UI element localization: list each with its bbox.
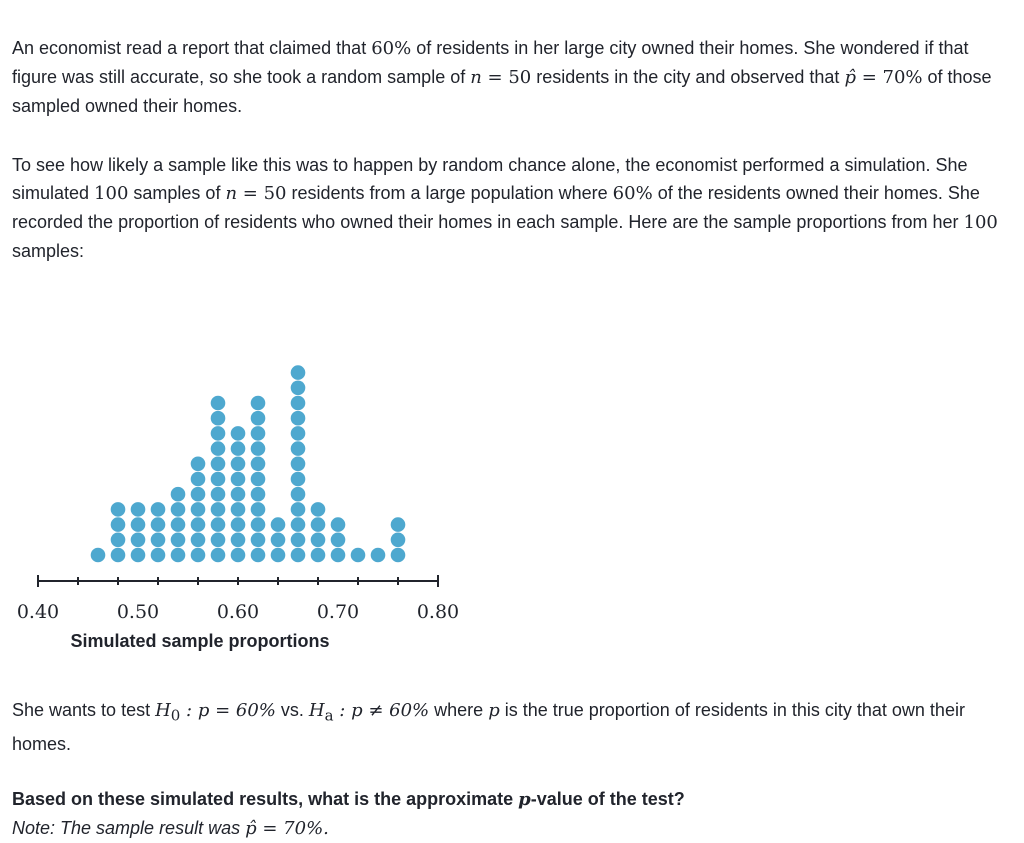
dot-point	[211, 517, 226, 532]
dot-point	[351, 548, 366, 563]
question-text: Based on these simulated results, what is the approximate p-value of the test?	[12, 789, 685, 810]
x-axis-title: Simulated sample proportions	[70, 631, 330, 651]
dot-point	[211, 457, 226, 472]
dot-point	[191, 533, 206, 548]
dot-point	[291, 396, 306, 411]
question-paragraph	[12, 785, 1002, 843]
x-axis-tick-labels	[17, 601, 459, 623]
dot-point	[171, 517, 186, 532]
dot-point	[191, 472, 206, 487]
dot-point	[231, 472, 246, 487]
dot-point	[391, 533, 406, 548]
dot-point	[211, 441, 226, 456]
dot-point	[271, 533, 286, 548]
dot-point	[251, 502, 266, 517]
dot-point	[331, 548, 346, 563]
dot-point	[131, 548, 146, 563]
dot-point	[391, 517, 406, 532]
dot-point	[291, 381, 306, 396]
dot-point	[271, 517, 286, 532]
dot-point	[131, 533, 146, 548]
dot-point	[291, 457, 306, 472]
dot-point	[171, 533, 186, 548]
dot-point	[111, 502, 126, 517]
dot-point	[211, 533, 226, 548]
dot-point	[291, 411, 306, 426]
dot-point	[251, 472, 266, 487]
dot-point	[211, 396, 226, 411]
dot-point	[251, 457, 266, 472]
dot-point	[171, 548, 186, 563]
dot-point	[251, 517, 266, 532]
dot-point	[251, 441, 266, 456]
dot-point	[191, 502, 206, 517]
dot-point	[291, 441, 306, 456]
dot-point	[331, 517, 346, 532]
dot-point	[331, 533, 346, 548]
dot-point	[231, 548, 246, 563]
dot-point	[231, 533, 246, 548]
dot-point	[251, 411, 266, 426]
dot-point	[251, 487, 266, 502]
dot-point	[231, 457, 246, 472]
dot-point	[231, 487, 246, 502]
dot-point	[151, 533, 166, 548]
dot-point	[211, 548, 226, 563]
dot-point	[231, 502, 246, 517]
dot-point	[231, 426, 246, 441]
x-axis-tick-label: 0.40	[16, 601, 60, 623]
dot-point	[151, 517, 166, 532]
dot-plot	[0, 290, 500, 670]
dot-point	[291, 472, 306, 487]
dot-point	[391, 548, 406, 563]
dot-point	[211, 487, 226, 502]
dot-point	[171, 487, 186, 502]
dot-point	[191, 548, 206, 563]
dot-point	[191, 457, 206, 472]
dot-point	[91, 548, 106, 563]
x-axis-tick-label: 0.50	[116, 601, 160, 623]
dot-point	[251, 533, 266, 548]
x-axis-tick-label: 0.60	[216, 601, 260, 623]
dot-point	[311, 517, 326, 532]
dot-point	[111, 548, 126, 563]
dot-point	[251, 548, 266, 563]
dot-point	[291, 365, 306, 380]
dot-point	[231, 441, 246, 456]
dot-point	[291, 502, 306, 517]
x-axis-tick-label: 0.70	[316, 601, 360, 623]
dot-point	[111, 517, 126, 532]
dot-point	[231, 517, 246, 532]
dot-point	[291, 426, 306, 441]
dot-point	[311, 502, 326, 517]
dot-point	[291, 533, 306, 548]
dot-point	[191, 517, 206, 532]
dot-point	[211, 426, 226, 441]
problem-intro-paragraph: An economist read a report that claimed that 60% of residents in her large city owned their homes. She wondered if that figure was still accurate, so she took a random sample of n = 50 residents in the city and observed that p̂ = 70% of those sampled owned their homes.	[12, 38, 992, 116]
dot-point	[191, 487, 206, 502]
dot-point	[291, 487, 306, 502]
dot-point	[371, 548, 386, 563]
dot-point	[251, 426, 266, 441]
dot-point	[151, 548, 166, 563]
dot-point	[111, 533, 126, 548]
dot-point	[211, 472, 226, 487]
dot-point	[131, 502, 146, 517]
simulation-paragraph: To see how likely a sample like this was to happen by random chance alone, the economist performed a simulation. She simulated 100 samples of n = 50 residents from a large population where 60% of the residents owned their homes. She recorded the proportion of residents who owned their homes in each sample. Here are the sample proportions from her 100 samples:	[12, 155, 998, 261]
dot-point	[311, 548, 326, 563]
dot-point	[291, 517, 306, 532]
dot-plot-dots	[91, 365, 406, 562]
dot-point	[251, 396, 266, 411]
hypothesis-paragraph: She wants to test $H_0$ : p = 60% vs. $H_a$ : p ≠ 60% where p is the true proportion of residents in this city that own their homes.	[12, 700, 965, 754]
dot-point	[171, 502, 186, 517]
dot-point	[271, 548, 286, 563]
x-axis-tick-label: 0.80	[416, 601, 460, 623]
dot-point	[311, 533, 326, 548]
dot-point	[211, 411, 226, 426]
dot-point	[131, 517, 146, 532]
question-note: Note: The sample result was p̂ = 70%.	[12, 818, 329, 839]
dot-point	[291, 548, 306, 563]
dot-point	[211, 502, 226, 517]
dot-point	[151, 502, 166, 517]
